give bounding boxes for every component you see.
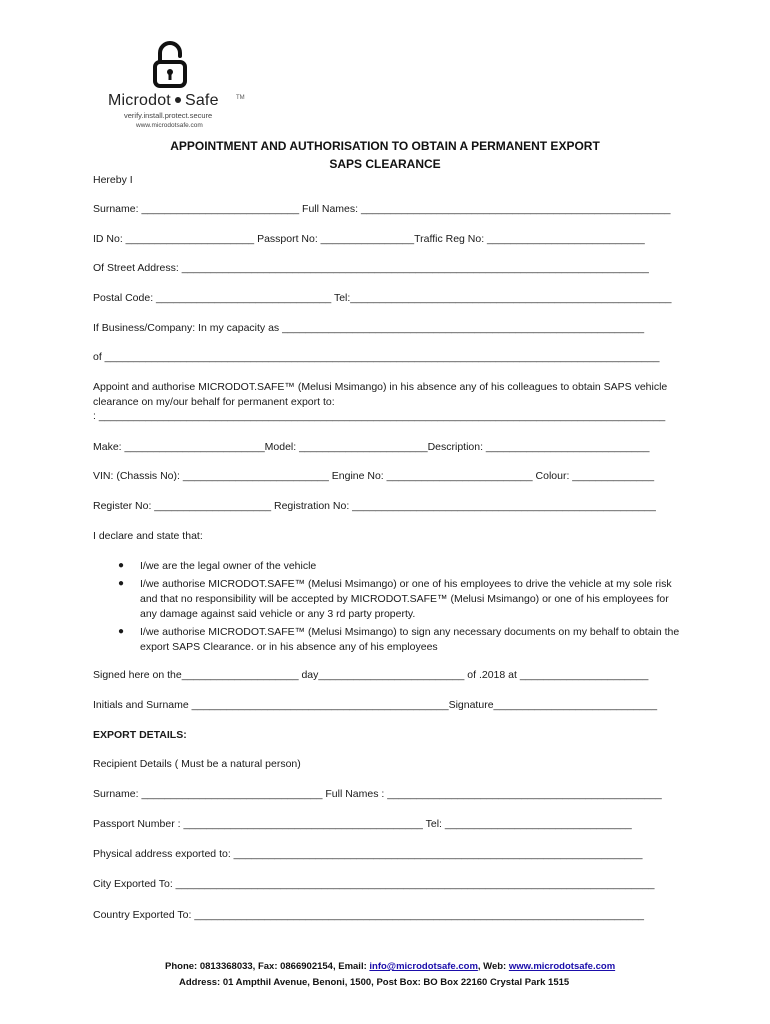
footer-address: Address: 01 Ampthil Avenue, Benoni, 1500, Post Box: BO Box 22160 Crystal Park 1515 <box>179 977 570 988</box>
city-exported-field[interactable]: City Exported To: __________________________________________________________________________________ <box>93 878 655 890</box>
bullet-marker: ● <box>118 560 125 571</box>
website-link[interactable]: www.microdotsafe.com <box>508 961 616 972</box>
appoint-paragraph: Appoint and authorise MICRODOT.SAFE™ (Melusi Msimango) in his absence any of his colleagues to obtain SAPS vehicle clearance on my/our behalf for permanent export to: <box>93 381 668 408</box>
declaration-item: I/we authorise MICRODOT.SAFE™ (Melusi Msimango) to sign any necessary documents on my behalf to obtain the export SAPS Clearance. or in his absence any of his employees <box>140 626 680 653</box>
export-destination-field[interactable]: : _________________________________________________________________________________________________ <box>93 410 666 422</box>
padlock-icon <box>152 40 188 88</box>
id-passport-traffic-field[interactable]: ID No: ______________________ Passport No: ________________Traffic Reg No: ___________________________ <box>93 233 645 245</box>
declaration-item: I/we authorise MICRODOT.SAFE™ (Melusi Msimango) or one of his employees to drive the vehicle at my sole risk and that no responsibility will be accepted by MICRODOT.SAFE™ (Melusi Msimango) or one of his employees for any damage against said vehicle or any 3 rd party property. <box>140 578 672 620</box>
email-link[interactable]: info@microdotsafe.com <box>369 961 478 972</box>
country-exported-field[interactable]: Country Exported To: _____________________________________________________________________________ <box>93 909 645 921</box>
declare-label: I declare and state that: <box>93 530 203 542</box>
hereby-label: Hereby I <box>93 174 133 186</box>
recipient-passport-tel-field[interactable]: Passport Number : _________________________________________ Tel: ________________________________ <box>93 818 632 830</box>
export-details-heading: EXPORT DETAILS: <box>93 729 187 741</box>
make-model-description-field[interactable]: Make: ________________________Model: ______________________Description: ____________________________ <box>93 441 650 453</box>
surname-field[interactable]: Surname: ___________________________ Full Names: _____________________________________________________ <box>93 203 671 215</box>
initials-signature-field[interactable]: Initials and Surname ____________________________________________Signature____________________________ <box>93 699 658 711</box>
declaration-item: I/we are the legal owner of the vehicle <box>140 560 317 572</box>
brand-website: www.microdotsafe.com <box>136 122 203 129</box>
register-registration-field[interactable]: Register No: ____________________ Registration No: ____________________________________________________ <box>93 500 656 512</box>
brand-name: Microdot Safe <box>108 92 219 109</box>
bullet-marker: ● <box>118 626 125 637</box>
document-title-line2: SAPS CLEARANCE <box>329 157 441 171</box>
brand-dot <box>175 97 181 103</box>
brand-tagline: verify.install.protect.secure <box>124 111 213 120</box>
recipient-details-label: Recipient Details ( Must be a natural person) <box>93 758 301 770</box>
trademark-mark: TM <box>236 95 245 101</box>
postal-tel-field[interactable]: Postal Code: ______________________________ Tel:_______________________________________________________ <box>93 292 672 304</box>
footer-contact: Phone: 0813368033, Fax: 0866902154, Email: info@microdotsafe.com, Web: www.microdotsafe.com <box>165 961 616 972</box>
street-address-field[interactable]: Of Street Address: ________________________________________________________________________________ <box>93 262 649 274</box>
physical-address-field[interactable]: Physical address exported to: ______________________________________________________________________ <box>93 848 643 860</box>
document-title-line1: APPOINTMENT AND AUTHORISATION TO OBTAIN A PERMANENT EXPORT <box>170 139 600 153</box>
bullet-marker: ● <box>118 578 125 589</box>
signed-date-field[interactable]: Signed here on the____________________ day_________________________ of .2018 at ______________________ <box>93 669 649 681</box>
of-field[interactable]: of _______________________________________________________________________________________________ <box>93 351 660 363</box>
business-capacity-field[interactable]: If Business/Company: In my capacity as ______________________________________________________________ <box>93 322 645 334</box>
company-logo <box>108 40 248 135</box>
vin-engine-colour-field[interactable]: VIN: (Chassis No): _________________________ Engine No: _________________________ Colour: ______________ <box>93 470 655 482</box>
recipient-surname-field[interactable]: Surname: _______________________________ Full Names : _______________________________________________ <box>93 788 662 800</box>
